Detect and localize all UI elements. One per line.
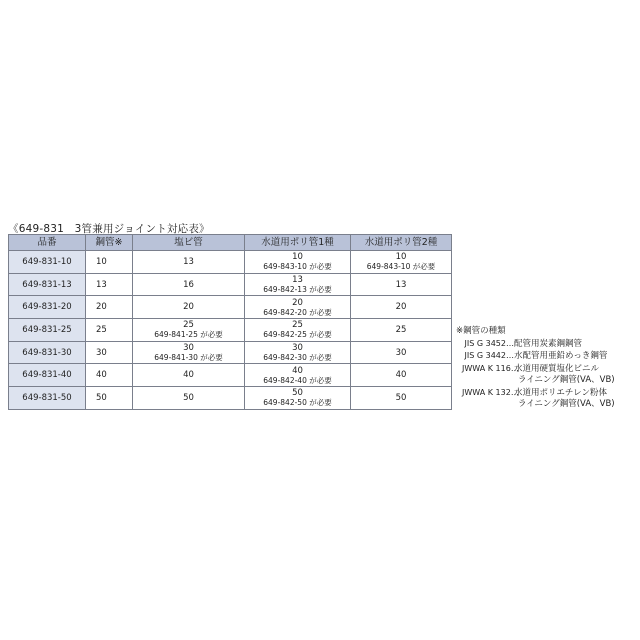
cell-poly1-size xyxy=(245,251,351,274)
note-item xyxy=(456,338,615,351)
note-item xyxy=(456,387,615,400)
compatibility-table xyxy=(8,234,452,410)
cell-poly1-size xyxy=(245,296,351,319)
notes-heading: ※鋼管の種類 xyxy=(456,326,506,336)
table-title: 《649-831 3管兼用ジョイント対応表》 xyxy=(8,223,210,235)
note-item xyxy=(456,363,615,376)
cell-steel-size-value: 13 xyxy=(96,279,107,290)
required-part-note: 649-842-20 が必要 xyxy=(263,307,332,317)
cell-steel-size xyxy=(86,387,133,410)
cell-poly1-size-value: 20 xyxy=(292,297,303,308)
cell-pvc-size xyxy=(133,387,245,410)
cell-steel-size-value: 20 xyxy=(96,302,107,313)
header-steel-pipe: 鋼管※ xyxy=(86,235,133,251)
cell-poly2-size xyxy=(351,341,452,364)
cell-poly1-size xyxy=(245,319,351,342)
cell-poly1-size xyxy=(245,341,351,364)
cell-part-number-value: 649-831-30 xyxy=(22,347,72,358)
cell-poly1-size-value: 13 xyxy=(292,275,303,286)
cell-pvc-size xyxy=(133,273,245,296)
cell-poly2-size xyxy=(351,364,452,387)
required-part-note: 649-841-30 が必要 xyxy=(154,353,223,363)
cell-pvc-size xyxy=(133,296,245,319)
cell-pvc-size-value: 30 xyxy=(183,343,194,354)
cell-poly2-size-value: 40 xyxy=(395,370,407,381)
table-row xyxy=(9,387,452,410)
cell-pvc-size-value: 50 xyxy=(183,392,194,403)
table-row xyxy=(9,319,452,342)
header-poly-pipe-type1: 水道用ポリ管1種 xyxy=(245,235,351,251)
table-row xyxy=(9,364,452,387)
cell-part-number xyxy=(9,273,86,296)
cell-steel-size xyxy=(86,251,133,274)
header-pvc-pipe: 塩ビ管 xyxy=(133,235,245,251)
cell-pvc-size xyxy=(133,341,245,364)
required-part-note: 649-842-13 が必要 xyxy=(263,285,332,295)
cell-steel-size-value: 10 xyxy=(96,256,107,267)
cell-poly2-size xyxy=(351,319,452,342)
cell-poly2-size-value: 10 xyxy=(395,252,407,263)
standard-description: 配管用炭素鋼鋼管 xyxy=(514,338,583,349)
cell-poly1-size-value: 10 xyxy=(292,252,303,263)
cell-steel-size xyxy=(86,296,133,319)
standard-description: 水配管用亜鉛めっき鋼管 xyxy=(514,351,608,361)
cell-poly1-size xyxy=(245,387,351,410)
cell-poly1-size-value: 50 xyxy=(292,388,303,399)
cell-pvc-size-value: 16 xyxy=(183,279,194,290)
cell-steel-size-value: 40 xyxy=(96,370,107,381)
cell-part-number xyxy=(9,387,86,410)
cell-pvc-size xyxy=(133,364,245,387)
note-item xyxy=(456,350,615,363)
required-part-note: 649-842-30 が必要 xyxy=(263,353,332,363)
cell-part-number-value: 649-831-50 xyxy=(22,392,72,403)
standard-description-continued: ライニング鋼管(VA、VB) xyxy=(518,375,615,385)
cell-part-number xyxy=(9,251,86,274)
cell-part-number xyxy=(9,341,86,364)
header-poly-pipe-type2: 水道用ポリ管2種 xyxy=(351,235,452,251)
cell-steel-size xyxy=(86,341,133,364)
cell-pvc-size xyxy=(133,319,245,342)
cell-part-number-value: 649-831-10 xyxy=(22,256,72,267)
standard-code: JIS G 3442… xyxy=(464,351,514,360)
standard-code: JWWA K 116… xyxy=(462,363,519,373)
required-part-note: 649-843-10 が必要 xyxy=(263,262,332,272)
cell-poly2-size-value: 25 xyxy=(395,324,407,335)
cell-poly2-size xyxy=(351,273,452,296)
cell-steel-size xyxy=(86,364,133,387)
cell-part-number-value: 649-831-20 xyxy=(22,302,72,313)
cell-pvc-size-value: 20 xyxy=(183,302,194,313)
table-row xyxy=(9,341,452,364)
cell-poly1-size xyxy=(245,273,351,296)
required-part-note: 649-843-10 が必要 xyxy=(366,262,436,272)
cell-part-number xyxy=(9,296,86,319)
cell-poly2-size xyxy=(351,387,452,410)
cell-poly2-size xyxy=(351,296,452,319)
required-part-note: 649-842-40 が必要 xyxy=(263,375,332,385)
standard-description-continued: ライニング鋼管(VA、VB) xyxy=(518,399,615,409)
cell-part-number-value: 649-831-13 xyxy=(22,279,72,290)
cell-steel-size xyxy=(86,319,133,342)
required-part-note: 649-841-25 が必要 xyxy=(154,330,223,340)
cell-steel-size-value: 25 xyxy=(96,324,107,335)
cell-part-number-value: 649-831-40 xyxy=(22,370,72,381)
cell-poly2-size-value: 50 xyxy=(395,392,407,403)
header-part-number: 品番 xyxy=(9,235,86,251)
cell-steel-size-value: 50 xyxy=(96,392,107,403)
table-row xyxy=(9,296,452,319)
cell-part-number xyxy=(9,364,86,387)
standard-description: 水道用ポリエチレン粉体 xyxy=(514,387,607,398)
cell-pvc-size-value: 13 xyxy=(183,256,194,267)
cell-poly2-size-value: 30 xyxy=(395,347,407,358)
standard-code: JIS G 3452… xyxy=(464,338,514,348)
table-row xyxy=(9,273,452,296)
cell-part-number-value: 649-831-25 xyxy=(22,324,72,335)
cell-poly2-size xyxy=(351,251,452,274)
table-row xyxy=(9,251,452,274)
cell-pvc-size-value: 40 xyxy=(183,370,194,381)
cell-poly1-size-value: 25 xyxy=(292,320,303,331)
required-part-note: 649-842-50 が必要 xyxy=(263,398,332,408)
cell-poly1-size xyxy=(245,364,351,387)
steel-pipe-types-note xyxy=(456,326,615,411)
standard-description: 水道用硬質塩化ビニル xyxy=(514,363,600,374)
cell-steel-size xyxy=(86,273,133,296)
cell-poly2-size-value: 20 xyxy=(395,302,407,313)
cell-part-number xyxy=(9,319,86,342)
cell-poly2-size-value: 13 xyxy=(395,279,407,290)
cell-poly1-size-value: 40 xyxy=(292,365,303,376)
cell-pvc-size xyxy=(133,251,245,274)
cell-pvc-size-value: 25 xyxy=(183,320,194,331)
cell-steel-size-value: 30 xyxy=(96,347,107,358)
standard-code: JWWA K 132… xyxy=(462,387,519,397)
cell-poly1-size-value: 30 xyxy=(292,343,303,354)
required-part-note: 649-842-25 が必要 xyxy=(263,330,332,340)
table-header-row xyxy=(9,235,452,251)
